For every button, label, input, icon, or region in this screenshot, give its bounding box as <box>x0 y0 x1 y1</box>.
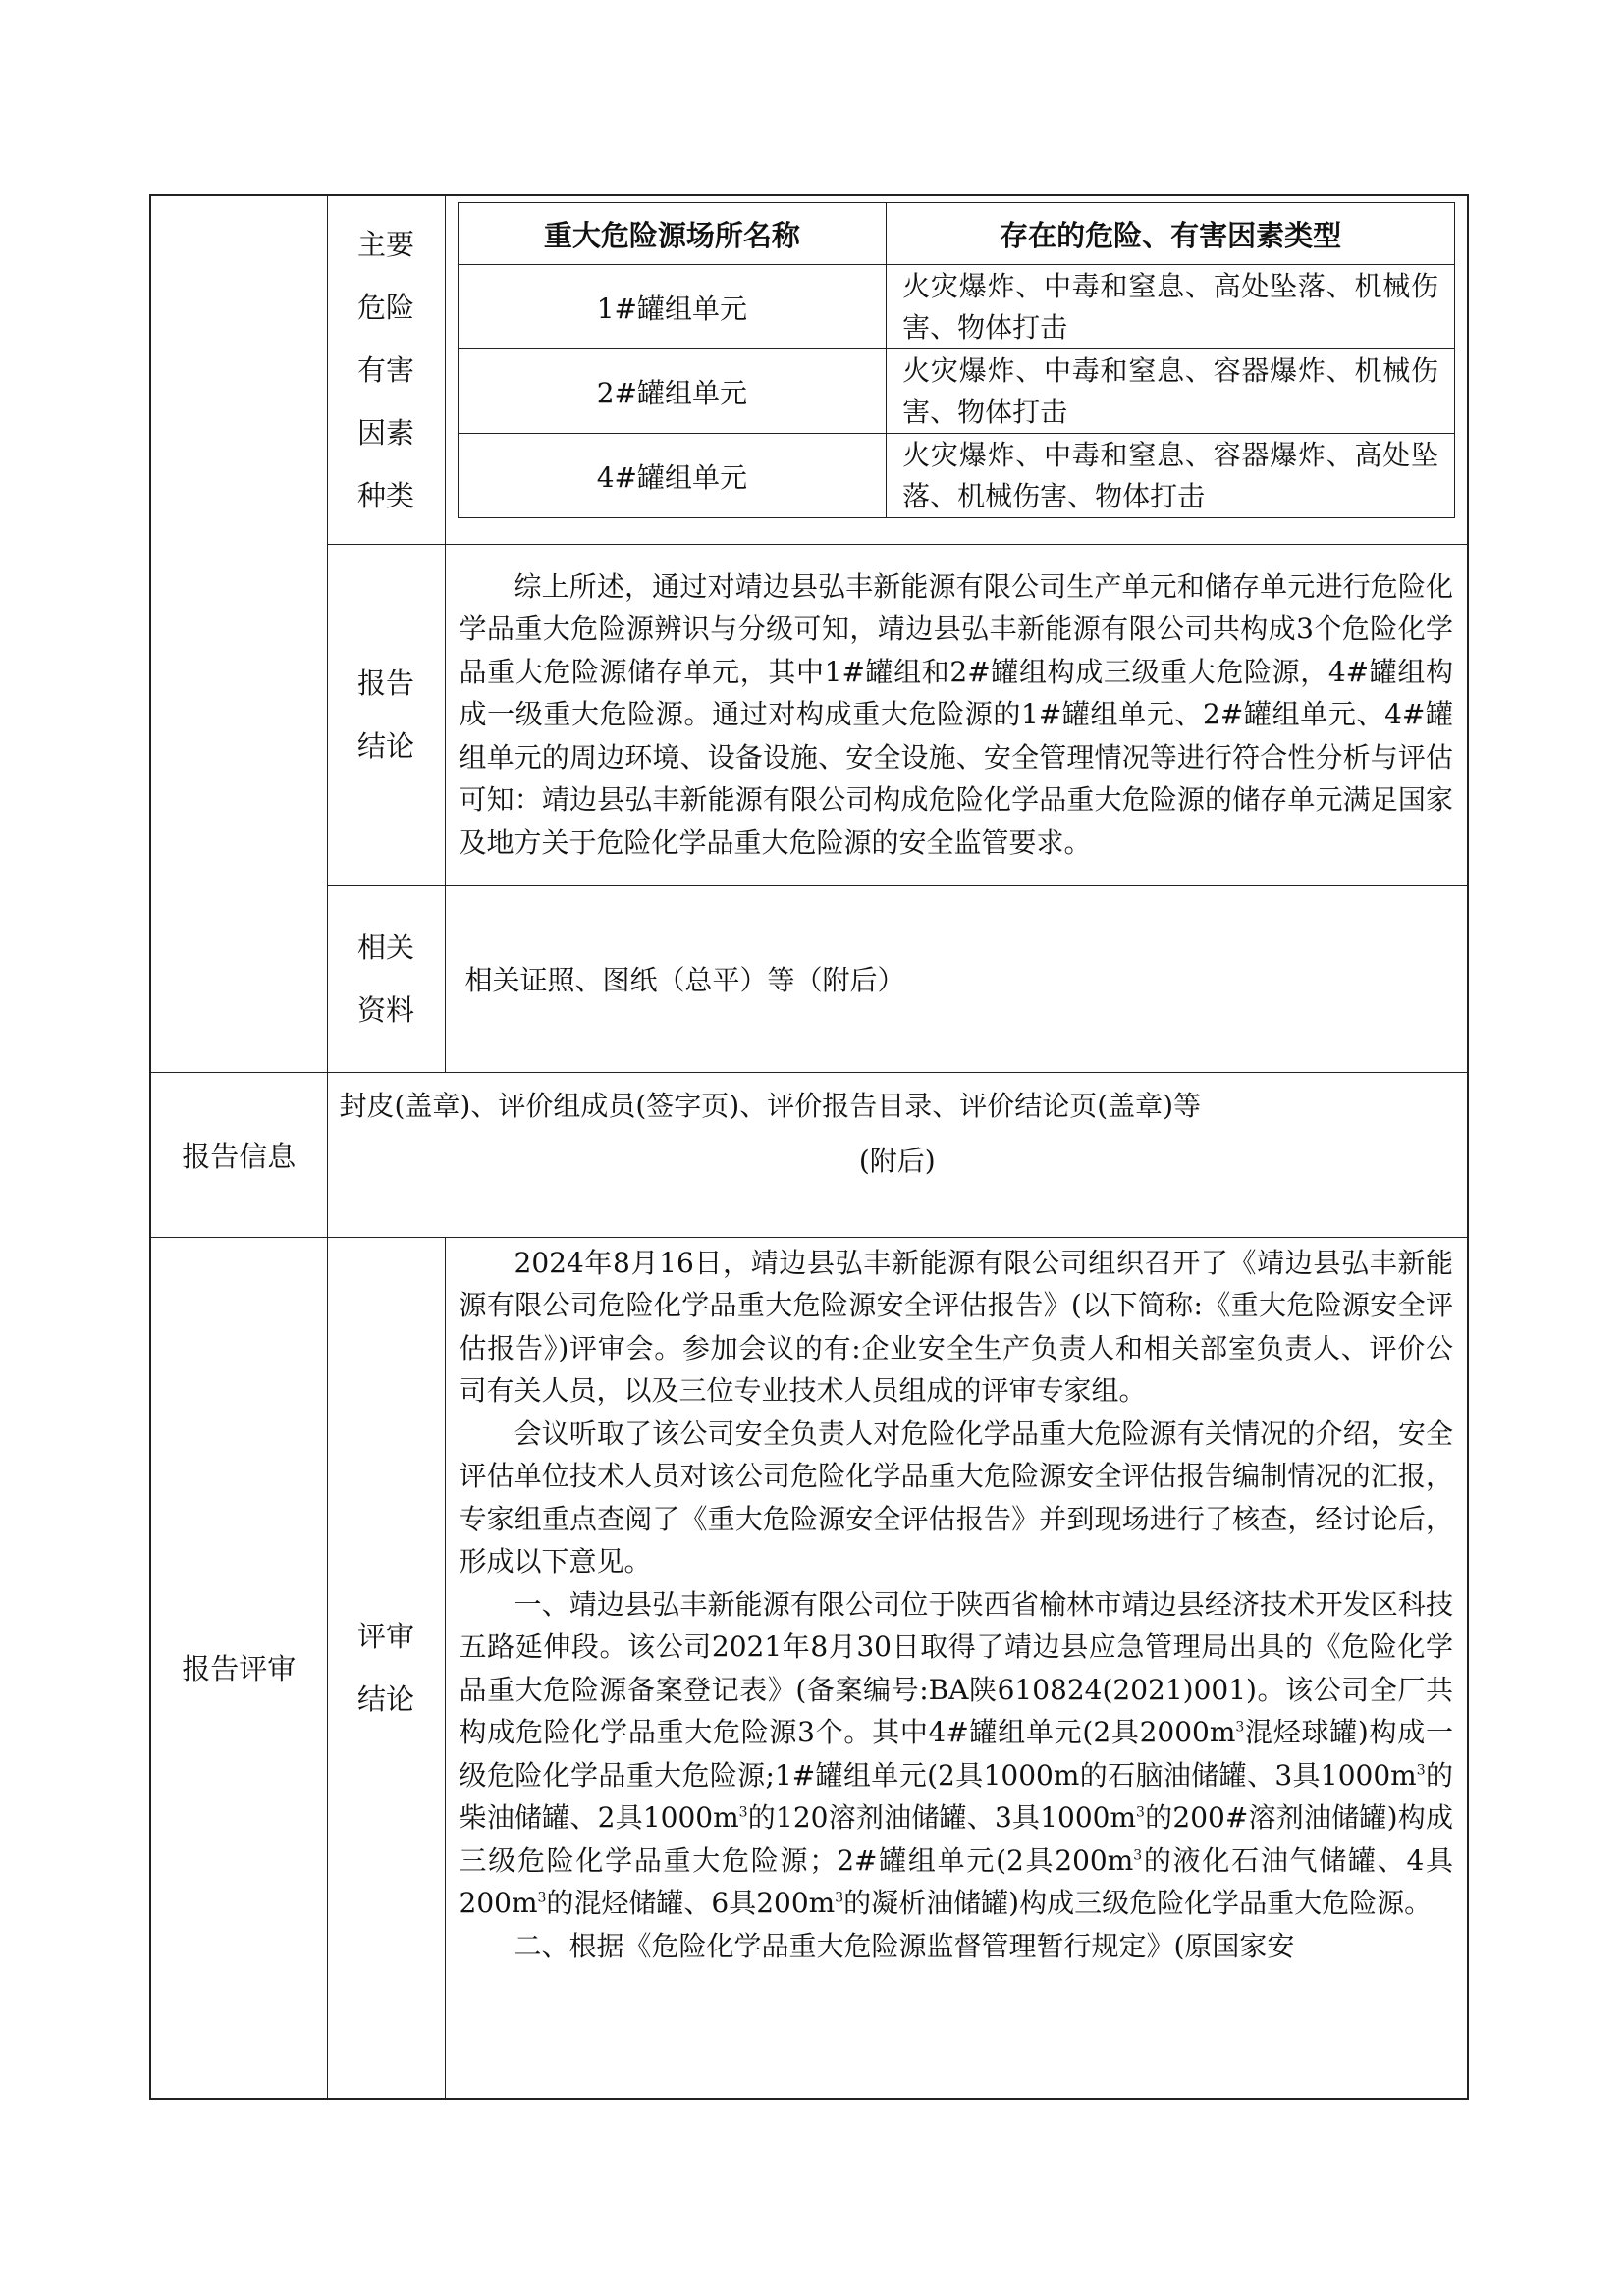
conclusion-cell <box>445 544 1468 885</box>
report-review-row <box>150 1237 1468 2099</box>
unit-hazards: 火灾爆炸、中毒和窒息、容器爆炸、高处坠落、机械伤害、物体打击 <box>887 434 1455 518</box>
hazard-row-item <box>458 434 1455 518</box>
label-line: 结论 <box>356 729 414 763</box>
review-conclusion-label <box>327 1237 445 2099</box>
report-info-label: 报告信息 <box>150 1072 327 1237</box>
hazard-table-cell <box>445 195 1468 544</box>
report-form-table <box>149 194 1469 2100</box>
label-line: 相关 <box>356 931 414 964</box>
unit-hazards: 火灾爆炸、中毒和窒息、容器爆炸、机械伤害、物体打击 <box>887 349 1455 434</box>
review-paragraph-2: 会议听取了该公司安全负责人对危险化学品重大危险源有关情况的介绍，安全评估单位技术人员对该公司危险化学品重大危险源安全评估报告编制情况的汇报，专家组重点查阅了《重大危险源安全评估报告》并到现场进行了核查，经讨论后，形成以下意见。 <box>459 1416 1453 1577</box>
label-char: 因素 <box>356 415 414 450</box>
report-conclusion-label <box>327 544 445 885</box>
header-hazard-type: 存在的危险、有害因素类型 <box>887 203 1455 265</box>
review-cell <box>445 1237 1468 2099</box>
materials-cell <box>445 885 1468 1072</box>
label-line: 报告 <box>356 667 414 700</box>
header-hazard-site: 重大危险源场所名称 <box>458 203 887 265</box>
unit-name: 2#罐组单元 <box>458 349 887 434</box>
unit-hazards: 火灾爆炸、中毒和窒息、高处坠落、机械伤害、物体打击 <box>887 265 1455 349</box>
materials-text: 相关证照、图纸（总平）等（附后） <box>464 964 905 996</box>
materials-row <box>150 885 1468 1072</box>
hazard-row-item <box>458 265 1455 349</box>
label-line: 结论 <box>356 1682 414 1716</box>
label-char: 有害 <box>356 352 414 387</box>
report-review-label: 报告评审 <box>150 1237 327 2099</box>
conclusion-text: 综上所述，通过对靖边县弘丰新能源有限公司生产单元和储存单元进行危险化学品重大危险源辨识与分级可知，靖边县弘丰新能源有限公司共构成3个危险化学品重大危险源储存单元，其中1#罐组和2#罐组构成三级重大危险源，4#罐组构成一级重大危险源。通过对构成重大危险源的1#罐组单元、2#罐组单元、4#罐组单元的周边环境、设备设施、安全设施、安全管理情况等进行符合性分析与评估可知：靖边县弘丰新能源有限公司构成危险化学品重大危险源的储存单元满足国家及地方关于危险化学品重大危险源的安全监管要求。 <box>459 569 1453 859</box>
report-info-line1: 封皮(盖章)、评价组成员(签字页)、评价报告目录、评价结论页(盖章)等 <box>339 1089 1202 1122</box>
label-char: 种类 <box>356 478 414 512</box>
review-paragraph-4: 二、根据《危险化学品重大危险源监督管理暂行规定》(原国家安 <box>514 1929 1295 1962</box>
unit-name: 1#罐组单元 <box>458 265 887 349</box>
review-paragraph-1: 2024年8月16日，靖边县弘丰新能源有限公司组织召开了《靖边县弘丰新能源有限公司危险化学品重大危险源安全评估报告》(以下简称:《重大危险源安全评估报告》)评审会。参加会议的有:企业安全生产负责人和相关部室负责人、评价公司有关人员，以及三位专业技术人员组成的评审专家组。 <box>459 1246 1453 1407</box>
label-line: 资料 <box>356 993 414 1027</box>
report-info-cell <box>327 1072 1468 1237</box>
hazard-inner-table <box>458 202 1456 518</box>
unit-name: 4#罐组单元 <box>458 434 887 518</box>
hazard-row <box>150 195 1468 544</box>
related-materials-label <box>327 885 445 1072</box>
review-paragraph-3: 一、靖边县弘丰新能源有限公司位于陕西省榆林市靖边县经济技术开发区科技五路延伸段。该公司2021年8月30日取得了靖边县应急管理局出具的《危险化学品重大危险源备案登记表》(备案编号:BA陕610824(2021)001)。该公司全厂共构成危险化学品重大危险源3个。其中4#罐组单元(2具$2000m^3$混烃球罐)构成一级危险化学品重大危险源;1#罐组单元(2具1000m的石脑油储罐、3具$1000m^3$的柴油储罐、2具$1000m^3$的120溶剂油储罐、3具$1000m^3$的200#溶剂油储罐)构成三级危险化学品重大危险源；2#罐组单元(2具$200m^3$的液化石油气储罐、4具$200m^3$的混烃储罐、6具$200m^3$的凝析油储罐)构成三级危险化学品重大危险源。 <box>459 1587 1453 1919</box>
hazard-row-item <box>458 349 1455 434</box>
label-char: 危险 <box>356 290 414 324</box>
label-line: 评审 <box>356 1619 414 1653</box>
hazard-types-label <box>327 195 445 544</box>
conclusion-row <box>150 544 1468 885</box>
report-info-row <box>150 1072 1468 1237</box>
report-info-line2: (附后) <box>858 1144 936 1177</box>
label-char: 主要 <box>356 227 414 261</box>
left-blank-cell <box>150 195 327 1072</box>
